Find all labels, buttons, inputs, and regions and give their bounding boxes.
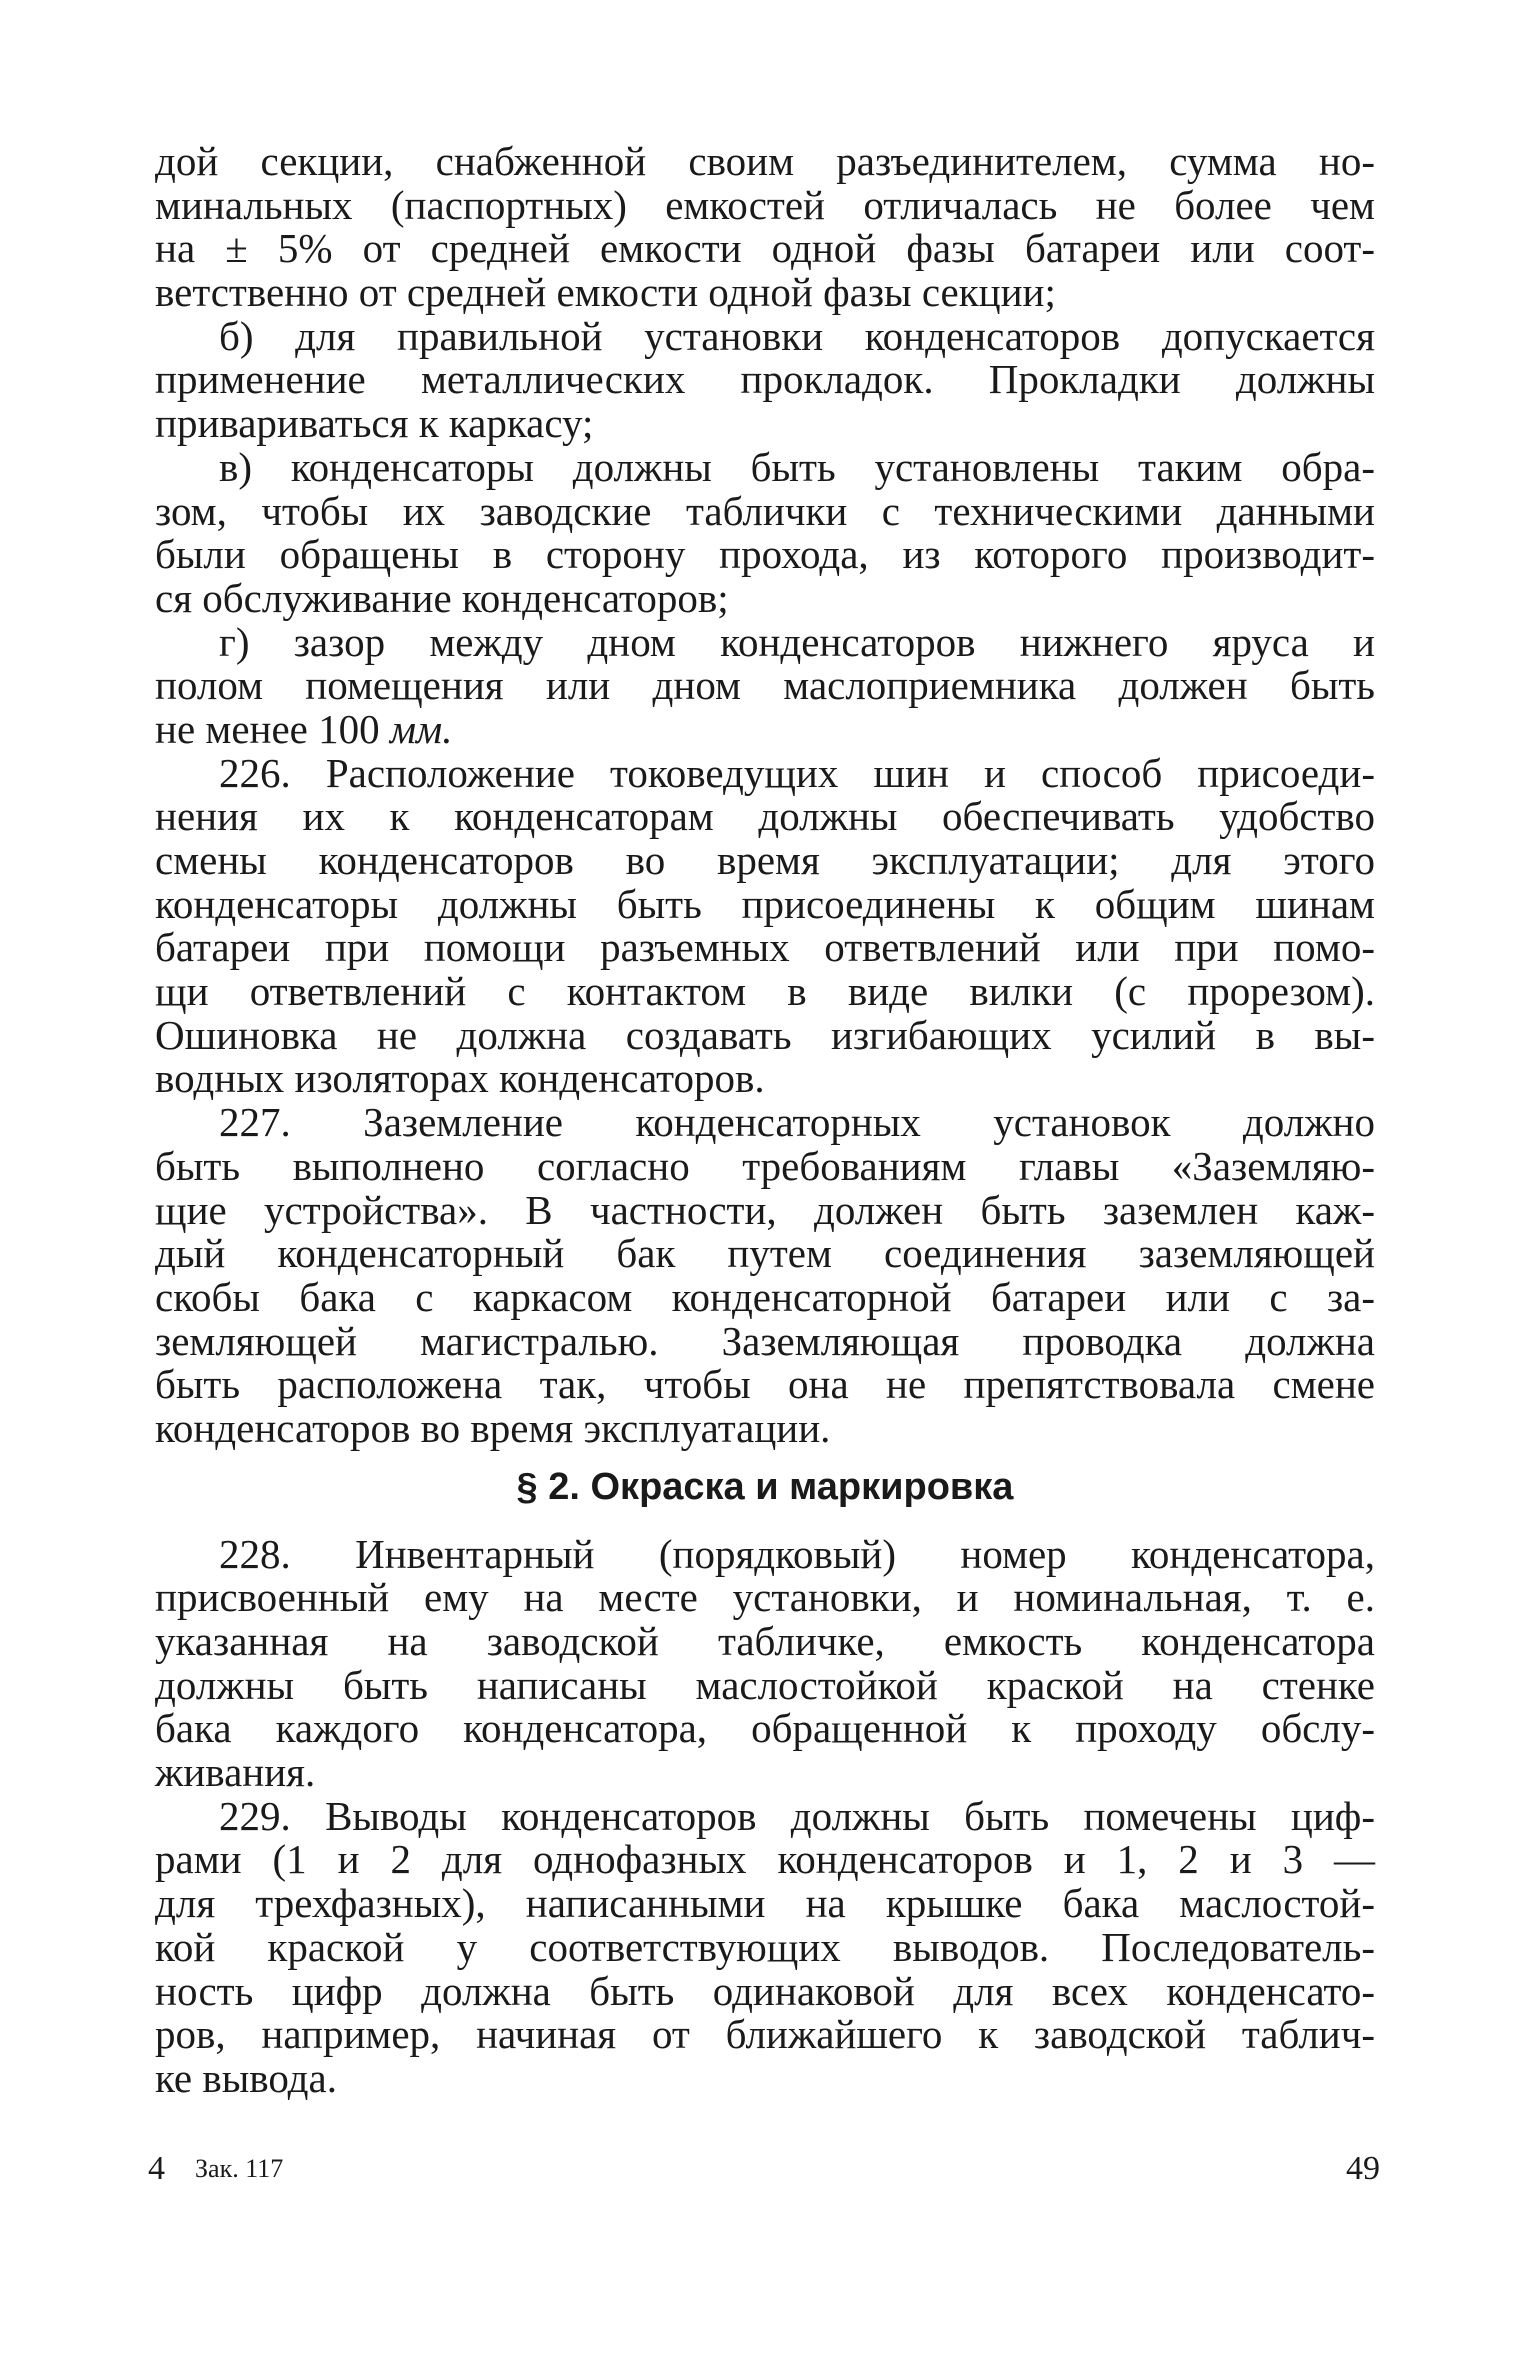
text-line: 226. Расположение токоведущих шин и способ присоеди- [219,749,1375,796]
text-line: г) зазор между дном конденсаторов нижнего яруса и [219,618,1375,665]
text-line: указанная на заводской табличке, емкость конденсатора [155,1618,1375,1664]
print-order-label: Зак. 117 [195,2154,284,2183]
text-line: применение металлических прокладок. Прокладки должны [155,356,1375,403]
text-line: должны быть написаны маслостойкой краской на стенке [155,1661,1375,1708]
text-line: дой секции, снабженной своим разъединителем, сумма но- [155,138,1375,184]
text-line: нения их к конденсаторам должны обеспечивать удобство [155,793,1375,840]
text-line: были обращены в сторону прохода, из которого производит- [155,531,1375,578]
text-line: живания. [155,1749,316,1796]
text-line: конденсаторы должны быть присоединены к общим шинам [155,880,1375,927]
text-line: кой краской у соответствующих выводов. Последователь- [155,1923,1375,1970]
text-line: ров, например, начиная от ближайшего к заводской таблич- [155,2011,1375,2058]
signature-number: 4 [148,2150,165,2187]
text-line: ность цифр должна быть одинаковой для всех конденсато- [155,1967,1375,2014]
text-line: ся обслуживание конденсаторов; [155,574,729,621]
text-line: минальных (паспортных) емкостей отличалась не более чем [155,181,1375,228]
page-number: 49 [1346,2150,1380,2187]
text-line: батареи при помощи разъемных ответвлений или при помо- [155,924,1375,971]
text-line: водных изоляторах конденсаторов. [155,1055,765,1102]
text-line: 229. Выводы конденсаторов должны быть помечены циф- [219,1792,1375,1839]
unit-mm: мм. [389,705,453,752]
text-line: рами (1 и 2 для однофазных конденсаторов и 1, 2 и 3 — [155,1836,1375,1883]
text-line: полом помещения или дном маслоприемника должен быть [155,662,1375,709]
text-line: б) для правильной установки конденсаторов допускается [219,312,1375,359]
text-fragment: не менее 100 [155,705,380,752]
text-line-with-unit [155,705,1375,752]
text-line: для трехфазных), написанными на крышке бака маслостой- [155,1880,1375,1927]
text-line: быть выполнено согласно требованиям главы «Заземляю- [155,1142,1375,1189]
text-line: конденсаторов во время эксплуатации. [155,1404,831,1451]
text-line: щи ответвлений с контактом в виде вилки (с прорезом). [155,968,1375,1015]
text-line: щие устройства». В частности, должен быть заземлен каж- [155,1186,1375,1233]
text-line: в) конденсаторы должны быть установлены таким обра- [219,443,1375,490]
text-line: дый конденсаторный бак путем соединения заземляющей [155,1230,1375,1277]
text-line: 227. Заземление конденсаторных установок должно [219,1099,1375,1146]
text-line: зом, чтобы их заводские таблички с техническими данными [155,487,1375,534]
text-line: скобы бака с каркасом конденсаторной батареи или с за- [155,1273,1375,1320]
text-line: ветственно от средней емкости одной фазы секции; [155,269,1056,316]
text-line: ке вывода. [155,2054,337,2101]
text-line: земляющей магистралью. Заземляющая проводка должна [155,1317,1375,1364]
text-line: бака каждого конденсатора, обращенной к проходу обслу- [155,1705,1375,1752]
text-line: смены конденсаторов во время эксплуатации; для этого [155,837,1375,883]
text-line: быть расположена так, чтобы она не препятствовала смене [155,1361,1375,1408]
section-heading: § 2. Окраска и маркировка [516,1465,1014,1508]
text-line: привариваться к каркасу; [155,400,594,447]
page-body [155,140,1375,2101]
text-line: присвоенный ему на месте установки, и номинальная, т. е. [155,1574,1375,1621]
text-line: Ошиновка не должна создавать изгибающих усилий в вы- [155,1011,1375,1058]
text-line: 228. Инвентарный (порядковый) номер конденсатора, [219,1530,1375,1577]
page-footer [148,2150,1380,2194]
text-line: на ± 5% от средней емкости одной фазы батареи или соот- [155,225,1375,272]
